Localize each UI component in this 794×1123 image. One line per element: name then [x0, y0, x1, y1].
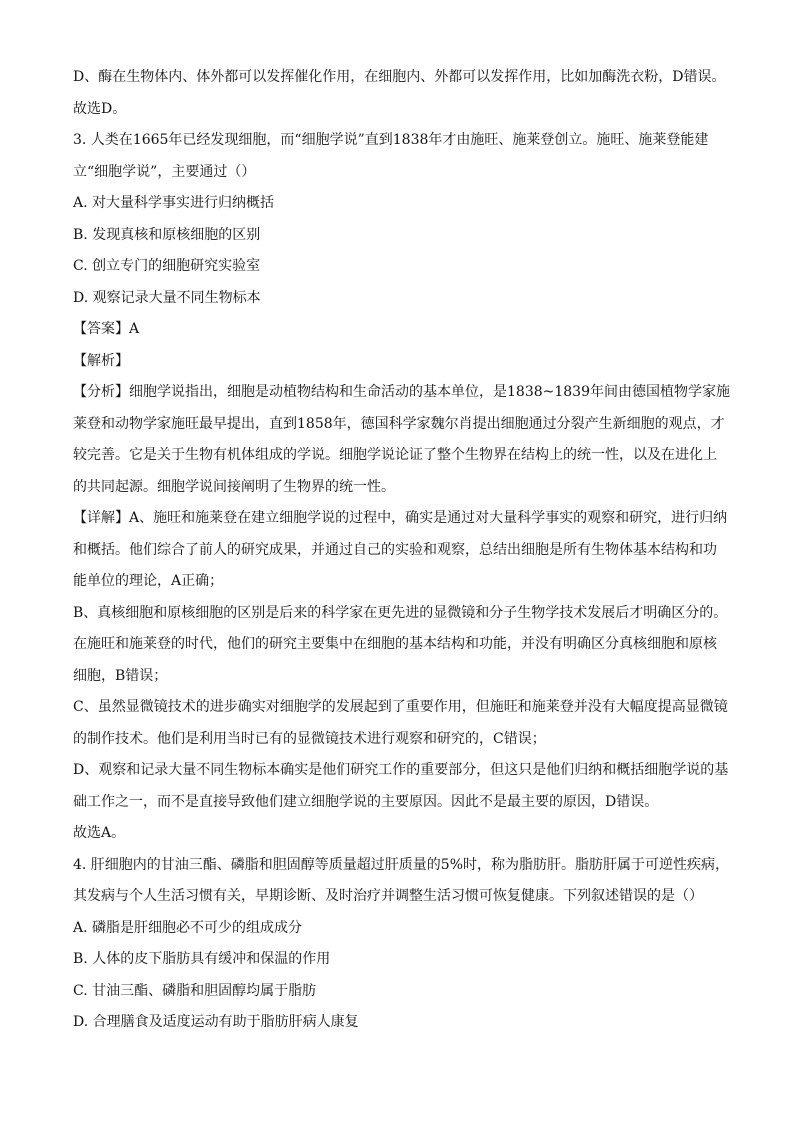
- conclusion-text: 故选A。: [73, 825, 126, 841]
- analysis-label: 【解析】: [73, 352, 129, 369]
- detail-text: C、虽然显微镜技术的进步确实对细胞学的发展起到了重要作用，但施旺和施莱登并没有大幅度提高显微镜: [73, 699, 728, 715]
- analysis-text: 【分析】细胞学说指出，细胞是动植物结构和生命活动的基本单位，是1838~1839年间由德国植物学家施: [73, 384, 730, 400]
- detail-text: 能单位的理论，A正确；: [73, 573, 224, 589]
- detail-text: B、真核细胞和原核细胞的区别是后来的科学家在更先进的显微镜和分子生物学技术发展后才明确区分的。: [73, 604, 728, 621]
- document-body: [73, 62, 733, 1039]
- question-4-option-d: D. 合理膳食及适度运动有助于脂肪肝病人康复: [73, 1014, 359, 1030]
- analysis-text: 较完善。它是关于生物有机体组成的学说。细胞学说论证了整个生物界在结构上的统一性，以及在进化上: [73, 447, 717, 463]
- detail-text: 的制作技术。他们是利用当时已有的显微镜技术进行观察和研究的，C错误；: [73, 730, 546, 747]
- question-3-option-c: C. 创立专门的细胞研究实验室: [73, 258, 261, 274]
- text-line: 故选D。: [73, 100, 127, 117]
- detail-text: 在施旺和施莱登的时代，他们的研究主要集中在细胞的基本结构和功能，并没有明确区分真核细胞和原核: [73, 636, 717, 652]
- question-4-stem: 4. 肝细胞内的甘油三酯、磷脂和胆固醇等质量超过肝质量的5%时，称为脂肪肝。脂肪肝属于可逆性疾病，: [73, 856, 730, 873]
- detail-text: 【详解】A、施旺和施莱登在建立细胞学说的过程中，确实是通过对大量科学事实的观察和研究，进行归纳: [73, 510, 728, 526]
- detail-text: 和概括。他们综合了前人的研究成果，并通过自己的实验和观察，总结出细胞是所有生物体基本结构和功: [73, 541, 717, 558]
- question-4-option-c: C. 甘油三酯、磷脂和胆固醇均属于脂肪: [73, 982, 317, 999]
- detail-text: D、观察和记录大量不同生物标本确实是他们研究工作的重要部分，但这只是他们归纳和概括细胞学说的基: [73, 762, 729, 778]
- analysis-text: 的共同起源。细胞学说间接阐明了生物界的统一性。: [73, 478, 395, 495]
- question-4-option-b: B. 人体的皮下脂肪具有缓冲和保温的作用: [73, 951, 331, 967]
- detail-text: 细胞，B错误；: [73, 667, 168, 684]
- question-4-option-a: A. 磷脂是肝细胞必不可少的组成成分: [73, 919, 303, 936]
- question-3-stem: 立“细胞学说”，主要通过（）: [73, 163, 256, 180]
- question-4-stem: 其发病与个人生活习惯有关，早期诊断、及时治疗并调整生活习惯可恢复健康。下列叙述错误的是（）: [73, 888, 703, 904]
- analysis-text: 莱登和动物学家施旺最早提出，直到1858年，德国科学家魏尔肖提出细胞通过分裂产生新细胞的观点，才: [73, 415, 725, 432]
- question-3-stem: 3. 人类在1665年已经发现细胞，而“细胞学说”直到1838年才由施旺、施莱登创立。施旺、施莱登能建: [73, 132, 709, 148]
- question-3-option-b: B. 发现真核和原核细胞的区别: [73, 226, 261, 243]
- question-3-option-d: D. 观察记录大量不同生物标本: [73, 289, 261, 306]
- question-3-option-a: A. 对大量科学事实进行归纳概括: [73, 195, 275, 211]
- detail-text: 础工作之一，而不是直接导致他们建立细胞学说的主要原因。因此不是最主要的原因，D错误。: [73, 793, 659, 810]
- text-line: D、酶在生物体内、体外都可以发挥催化作用，在细胞内、外都可以发挥作用，比如加酶洗衣粉，D错误。: [73, 69, 726, 85]
- answer-label: 【答案】A: [73, 321, 140, 337]
